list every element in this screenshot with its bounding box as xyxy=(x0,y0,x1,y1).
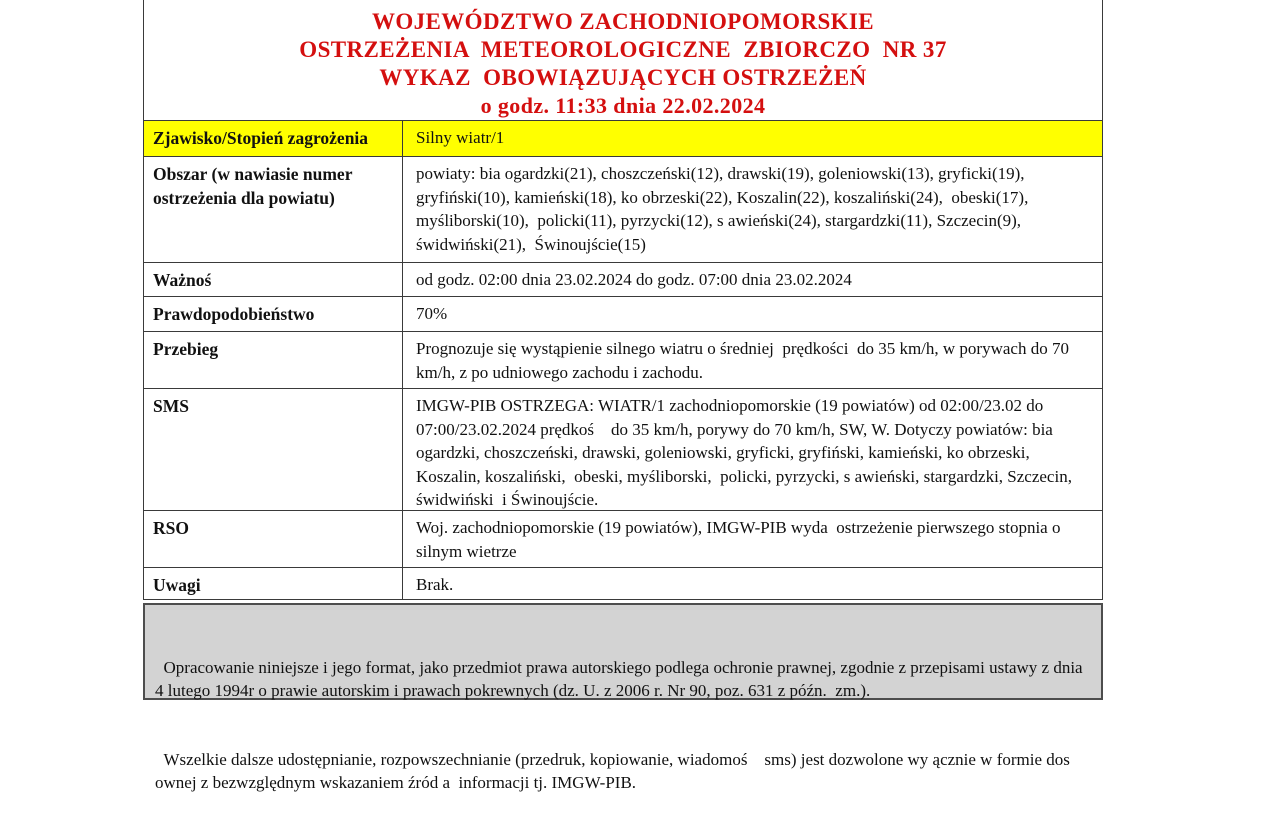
header-line: OSTRZEŻENIA METEOROLOGICZNE ZBIORCZO NR 37 xyxy=(299,37,947,62)
table-row-course xyxy=(144,331,1102,388)
copyright-footer xyxy=(143,603,1103,792)
header-line: WYKAZ OBOWIĄZUJĄCYCH OSTRZEŻEŃ xyxy=(379,65,867,90)
table-row-probability xyxy=(144,296,1102,331)
row-value: od godz. 02:00 dnia 23.02.2024 do godz. 07:00 dnia 23.02.2024 xyxy=(416,270,852,289)
row-value: IMGW-PIB OSTRZEGA: WIATR/1 zachodniopomorskie (19 powiatów) od 02:00/23.02 do 07:00/23.02.2024 prędkoś do 35 km/h, porywy do 70 km/h, SW, W. Dotyczy powiatów: bia ogardzki, choszczeński, drawski, goleniowski, gryficki, gryfiński, kamieński, ko obrzeski, Koszalin, koszaliński, obeski, myśliborski, policki, pyrzycki, s awieński, stargardzki, Szczecin, świdwiński i Świnoujście. xyxy=(416,396,1077,509)
row-label: Przebieg xyxy=(144,332,403,388)
document-header xyxy=(144,0,1102,120)
copyright-paragraph: Wszelkie dalsze udostępnianie, rozpowszechnianie (przedruk, kopiowanie, wiadomoś sms) jest dozwolone wy ącznie w formie dos ownej z bezwzględnym wskazaniem źród a informacji tj. IMGW-PIB. xyxy=(155,750,1075,792)
warning-table xyxy=(143,0,1103,600)
header-line: o godz. 11:33 dnia 22.02.2024 xyxy=(480,93,766,118)
row-value: Brak. xyxy=(416,575,454,594)
table-row-area xyxy=(144,156,1102,262)
row-label: SMS xyxy=(144,389,403,510)
row-label: Ważnoś xyxy=(144,263,403,296)
row-label: RSO xyxy=(144,511,403,567)
row-label: Obszar (w nawiasie numer ostrzeżenia dla powiatu) xyxy=(144,157,403,262)
row-value: Silny wiatr/1 xyxy=(416,128,505,147)
table-row-phenomenon xyxy=(144,120,1102,156)
row-label: Zjawisko/Stopień zagrożenia xyxy=(144,121,403,156)
row-value: Prognozuje się wystąpienie silnego wiatru o średniej prędkości do 35 km/h, w porywach do 70 km/h, z po udniowego zachodu i zachodu. xyxy=(416,339,1074,382)
table-row-validity xyxy=(144,262,1102,296)
header-line: WOJEWÓDZTWO ZACHODNIOPOMORSKIE xyxy=(371,9,875,34)
copyright-paragraph: Opracowanie niniejsze i jego format, jako przedmiot prawa autorskiego podlega ochronie prawnej, zgodnie z przepisami ustawy z dnia 4 lutego 1994r o prawie autorskim i prawach pokrewnych (dz. U. z 2006 r. Nr 90, poz. 631 z późn. zm.). xyxy=(155,658,1087,700)
row-value: Woj. zachodniopomorskie (19 powiatów), IMGW-PIB wyda ostrzeżenie pierwszego stopnia o silnym wietrze xyxy=(416,518,1065,561)
table-row-sms xyxy=(144,388,1102,510)
table-row-rso xyxy=(144,510,1102,567)
row-value: powiaty: bia ogardzki(21), choszczeński(12), drawski(19), goleniowski(13), gryficki(19), gryfiński(10), kamieński(18), ko obrzeski(22), Koszalin(22), koszaliński(24), obeski(17), myśliborski(10), policki(11), pyrzycki(12), s awieński(24), stargardzki(11), Szczecin(9), świdwiński(21), Świnoujście(15) xyxy=(416,164,1033,254)
row-value: 70% xyxy=(416,304,448,323)
row-label: Uwagi xyxy=(144,568,403,599)
table-row-remarks xyxy=(144,567,1102,600)
row-label: Prawdopodobieństwo xyxy=(144,297,403,331)
